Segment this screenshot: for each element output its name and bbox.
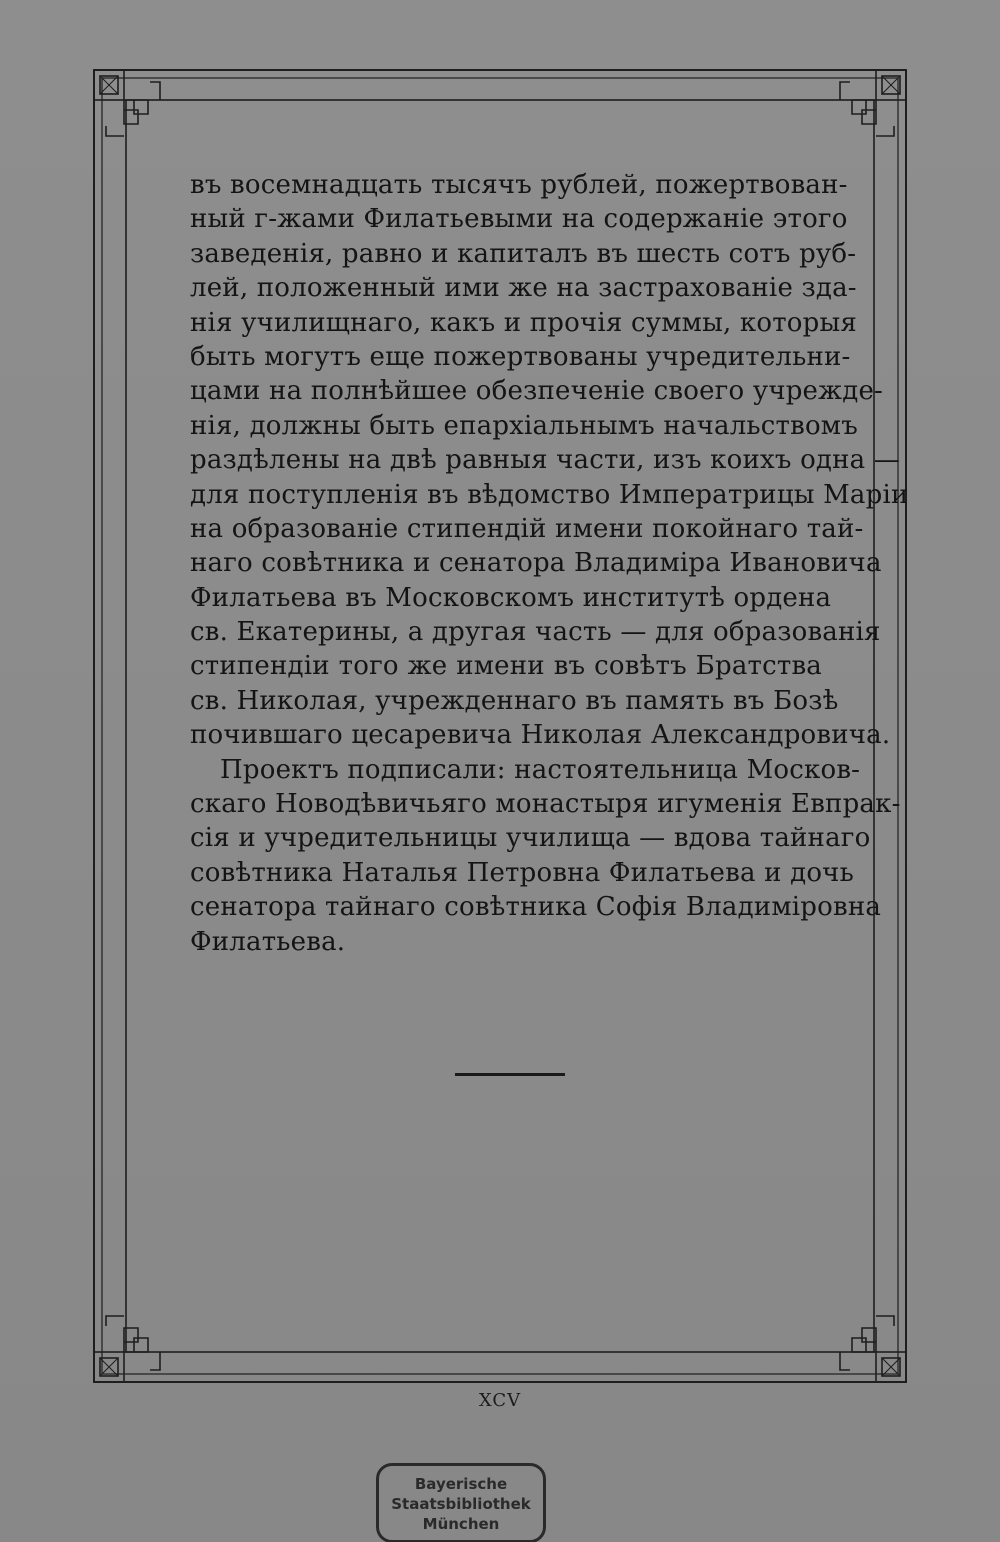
- stamp-line: Bayerische: [414, 1475, 508, 1493]
- text-line: раздѣлены на двѣ равныя части, изъ коихъ одна —: [190, 445, 901, 476]
- text-line: нія, должны быть епархіальнымъ начальствомъ: [190, 410, 858, 441]
- page-number: XCV: [478, 1390, 522, 1411]
- text-line: ный г-жами Филатьевыми на содержаніе этого: [190, 204, 848, 235]
- stamp-line: München: [422, 1515, 500, 1533]
- text-line: скаго Новодѣвичьяго монастыря игуменія Евпрак-: [190, 789, 901, 820]
- body-text: [190, 168, 909, 959]
- text-line: св. Николая, учрежденнаго въ память въ Бозѣ: [190, 685, 839, 716]
- text-line: Проектъ подписали: настоятельница Москов-: [220, 754, 861, 785]
- text-line: Филатьева.: [190, 926, 346, 957]
- stamp-line: Staatsbibliothek: [391, 1495, 531, 1513]
- text-line: сія и учредительницы училища — вдова тайнаго: [190, 823, 871, 854]
- text-line: заведенія, равно и капиталъ въ шесть сотъ руб-: [190, 238, 857, 269]
- text-line: быть могутъ еще пожертвованы учредительни-: [190, 341, 851, 372]
- text-line: сенатора тайнаго совѣтника Софія Владиміровна: [190, 892, 882, 923]
- text-line: нія училищнаго, какъ и прочія суммы, которыя: [190, 307, 857, 338]
- text-line: лей, положенный ими же на застрахованіе зда-: [190, 273, 857, 304]
- text-line: цами на полнѣйшее обезпеченіе своего учрежде-: [190, 376, 884, 407]
- text-line: наго совѣтника и сенатора Владиміра Ивановича: [190, 548, 882, 579]
- text-line: стипендіи того же имени въ совѣтъ Братства: [190, 651, 822, 682]
- text-line: въ восемнадцать тысячъ рублей, пожертвован-: [190, 170, 848, 200]
- library-stamp: [376, 1463, 546, 1542]
- text-line: почившаго цесаревича Николая Александровича.: [190, 720, 891, 751]
- text-line: для поступленія въ вѣдомство Императрицы Маріи: [190, 479, 909, 510]
- text-line: Филатьева въ Московскомъ институтѣ ордена: [190, 582, 832, 613]
- text-line: на образованіе стипендій имени покойнаго тай-: [190, 513, 864, 544]
- text-line: св. Екатерины, а другая часть — для образованія: [190, 617, 881, 648]
- text-line: совѣтника Наталья Петровна Филатьева и дочь: [190, 857, 854, 888]
- section-divider: [455, 1073, 565, 1076]
